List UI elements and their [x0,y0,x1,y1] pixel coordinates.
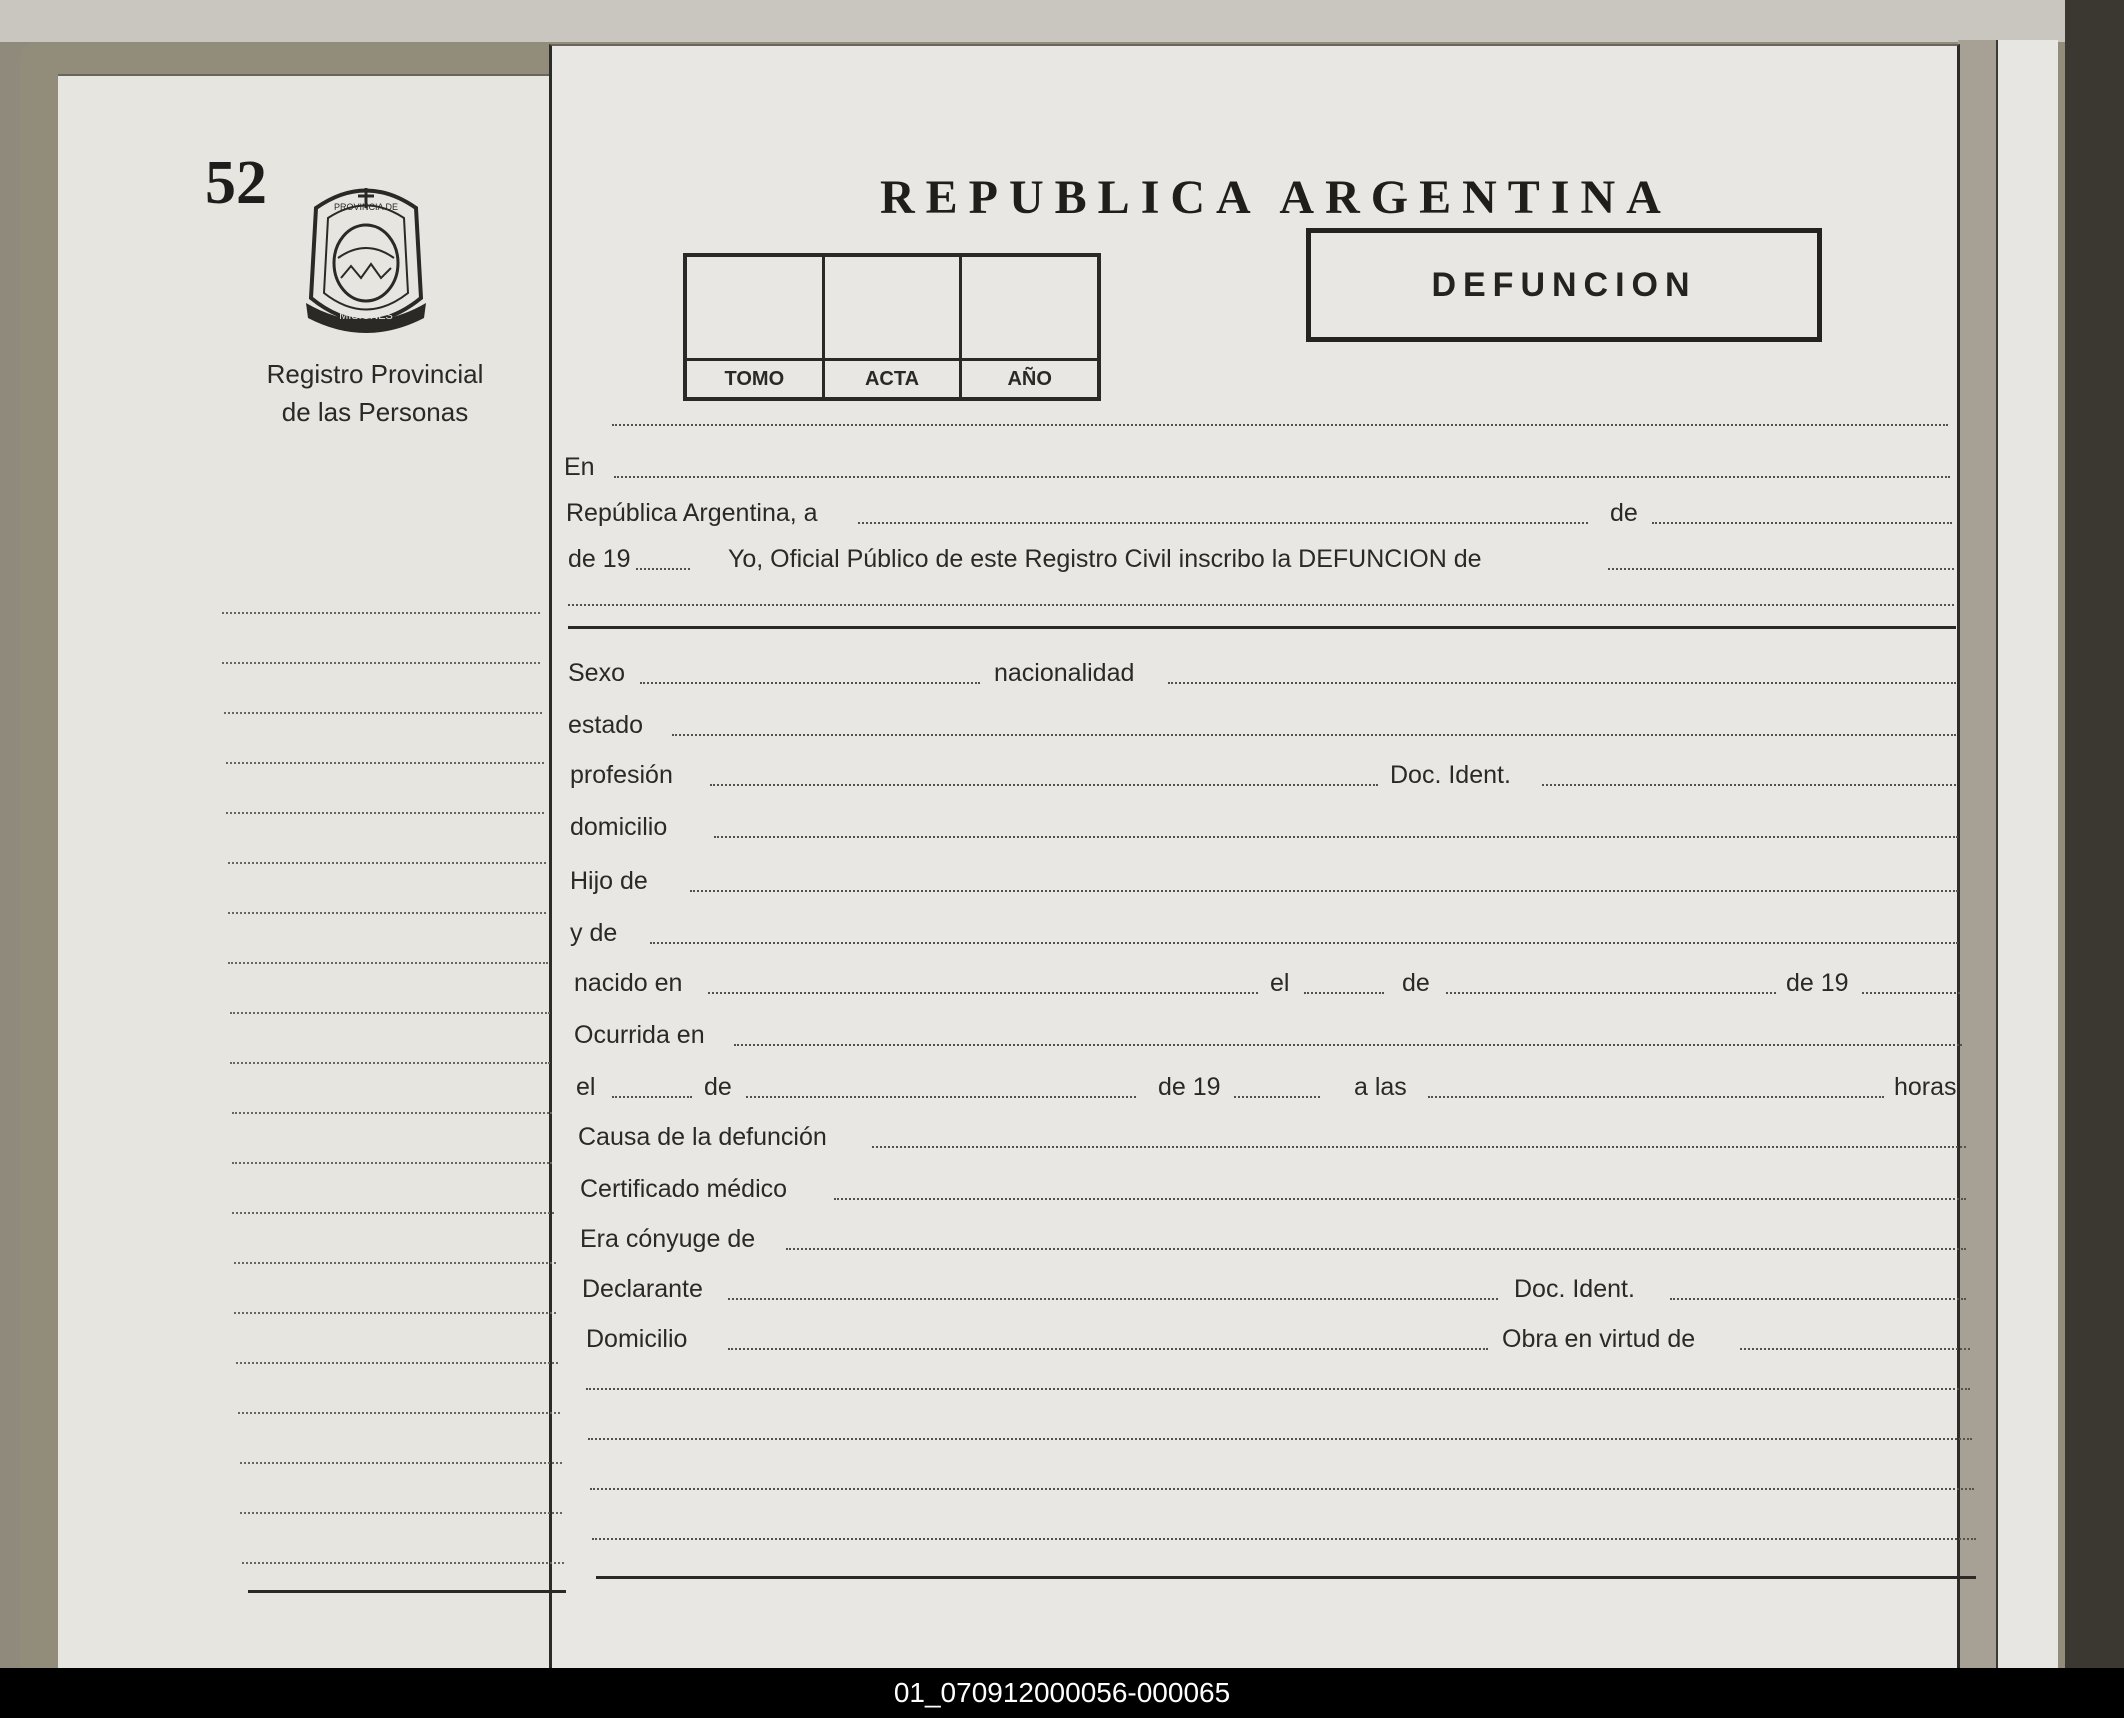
republica-label: República Argentina, a [566,499,818,527]
father-field[interactable] [690,890,1958,892]
blank-line[interactable] [590,1488,1974,1490]
doc-ident-field[interactable] [1542,784,1956,786]
record-reference-box [683,253,1101,401]
row-estado [568,704,1958,744]
domicilio-label: domicilio [570,813,668,841]
margin-line[interactable] [232,1162,552,1164]
death-place-field[interactable] [734,1044,1962,1046]
row-domicilio-declarante [586,1318,1976,1358]
margin-line[interactable] [228,862,546,864]
sexo-label: Sexo [568,659,625,687]
row-hijo [570,860,1960,900]
day-field[interactable] [858,522,1588,524]
margin-line[interactable] [232,1212,554,1214]
domicilio-field[interactable] [714,836,1958,838]
a-las-label: a las [1354,1073,1407,1101]
birth-day-field[interactable] [1304,992,1384,994]
act-type-label: DEFUNCION [1431,265,1697,304]
margin-line[interactable] [222,612,540,614]
margin-rule [248,1590,566,1593]
birth-year-field[interactable] [1862,992,1960,994]
tomo-field[interactable] [687,257,825,397]
section-rule [568,626,1956,629]
obra-en-virtud-label: Obra en virtud de [1502,1325,1696,1353]
profesion-label: profesión [570,761,673,789]
deceased-name-field-cont[interactable] [568,604,1954,606]
de-label: de [1402,969,1430,997]
declarante-field[interactable] [728,1298,1498,1300]
deceased-name-field[interactable] [1608,568,1954,570]
acta-field[interactable] [825,257,963,397]
nacionalidad-label: nacionalidad [994,659,1135,687]
ano-label: AÑO [962,358,1097,397]
en-field[interactable] [614,476,1950,478]
section-rule [596,1576,1976,1579]
margin-line[interactable] [230,1062,550,1064]
declarante-label: Declarante [582,1275,703,1303]
horas-label: horas [1894,1073,1957,1101]
page-number: 52 [205,149,267,217]
seal-bottom-text: MISIONES [339,310,393,322]
de-19-label: de 19 [1158,1073,1221,1101]
estado-field[interactable] [672,734,1956,736]
ocurrida-en-label: Ocurrida en [574,1021,705,1049]
de-19-label: de 19 [1786,969,1849,997]
obra-en-virtud-field[interactable] [1740,1348,1970,1350]
act-type-box [1306,228,1822,342]
death-year-field[interactable] [1234,1096,1320,1098]
page-gap-shadow [1958,40,1996,1680]
margin-line[interactable] [224,712,542,714]
mother-field[interactable] [650,942,1958,944]
y-de-label: y de [570,919,618,947]
margin-line[interactable] [230,1012,550,1014]
blank-line[interactable] [612,424,1948,426]
row-ocurrida [574,1014,1964,1054]
birthplace-field[interactable] [708,992,1258,994]
en-label: En [564,453,595,481]
oficial-statement: Yo, Oficial Público de este Registro Civil inscribo la DEFUNCION de [728,545,1482,573]
conyuge-label: Era cónyuge de [580,1225,756,1253]
row-causa [578,1116,1968,1156]
margin-line[interactable] [240,1512,562,1514]
page-title: REPUBLICA ARGENTINA [880,171,1672,224]
certificado-field[interactable] [834,1198,1966,1200]
margin-line[interactable] [240,1462,562,1464]
margin-line[interactable] [228,912,546,914]
doc-ident-label: Doc. Ident. [1390,761,1511,789]
registry-line-2: de las Personas [281,397,469,427]
conyuge-field[interactable] [786,1248,1966,1250]
row-republica [566,492,1956,532]
margin-line[interactable] [226,762,544,764]
margin-line[interactable] [238,1412,560,1414]
row-profesion [570,754,1960,794]
row-domicilio [570,806,1960,846]
el-label: el [1270,969,1290,997]
registry-line-1: Registro Provincial [266,359,484,389]
row-sexo [568,652,1958,692]
background-top [0,0,2124,42]
year-field[interactable] [636,568,690,570]
blank-line[interactable] [588,1438,1972,1440]
row-nacido [574,962,1964,1002]
de-19-label: de 19 [568,545,631,573]
doc-ident-label: Doc. Ident. [1514,1275,1635,1303]
registry-title [210,355,540,431]
death-day-field[interactable] [612,1096,692,1098]
sexo-field[interactable] [640,682,980,684]
de-label: de [704,1073,732,1101]
birth-month-field[interactable] [1446,992,1776,994]
margin-line[interactable] [242,1562,564,1564]
domicilio-declarante-label: Domicilio [586,1325,688,1353]
death-month-field[interactable] [746,1096,1136,1098]
profesion-field[interactable] [710,784,1378,786]
certificado-label: Certificado médico [580,1175,788,1203]
blank-line[interactable] [586,1388,1970,1390]
row-oficial [568,538,1958,578]
nacido-en-label: nacido en [574,969,683,997]
acta-label: ACTA [825,358,960,397]
declarante-doc-field[interactable] [1670,1298,1966,1300]
margin-line[interactable] [234,1312,556,1314]
el-label: el [576,1073,596,1101]
month-field[interactable] [1652,522,1952,524]
coat-of-arms-icon [296,178,436,338]
caption-bar [0,1668,2124,1718]
margin-line[interactable] [232,1112,552,1114]
row-certificado [580,1168,1970,1208]
blank-line[interactable] [592,1538,1976,1540]
margin-line[interactable] [234,1262,556,1264]
death-time-field[interactable] [1428,1096,1884,1098]
row-en [564,446,1954,486]
causa-label: Causa de la defunción [578,1123,827,1151]
margin-line[interactable] [236,1362,558,1364]
margin-line[interactable] [226,812,544,814]
image-caption: 01_070912000056-000065 [893,1677,1231,1708]
hijo-de-label: Hijo de [570,867,648,895]
margin-line[interactable] [228,962,548,964]
margin-line[interactable] [222,662,540,664]
ano-field[interactable] [962,257,1097,397]
tomo-label: TOMO [687,358,822,397]
book-edge [2065,0,2124,1718]
causa-field[interactable] [872,1146,1966,1148]
next-page-edge [1995,40,2058,1680]
domicilio-declarante-field[interactable] [728,1348,1488,1350]
de-label: de [1610,499,1638,527]
row-fecha [576,1066,1966,1106]
seal-top-text: PROVINCIA DE [333,202,399,212]
row-y-de [570,912,1960,952]
estado-label: estado [568,711,644,739]
row-conyuge [580,1218,1970,1258]
nacionalidad-field[interactable] [1168,682,1956,684]
row-declarante [582,1268,1972,1308]
